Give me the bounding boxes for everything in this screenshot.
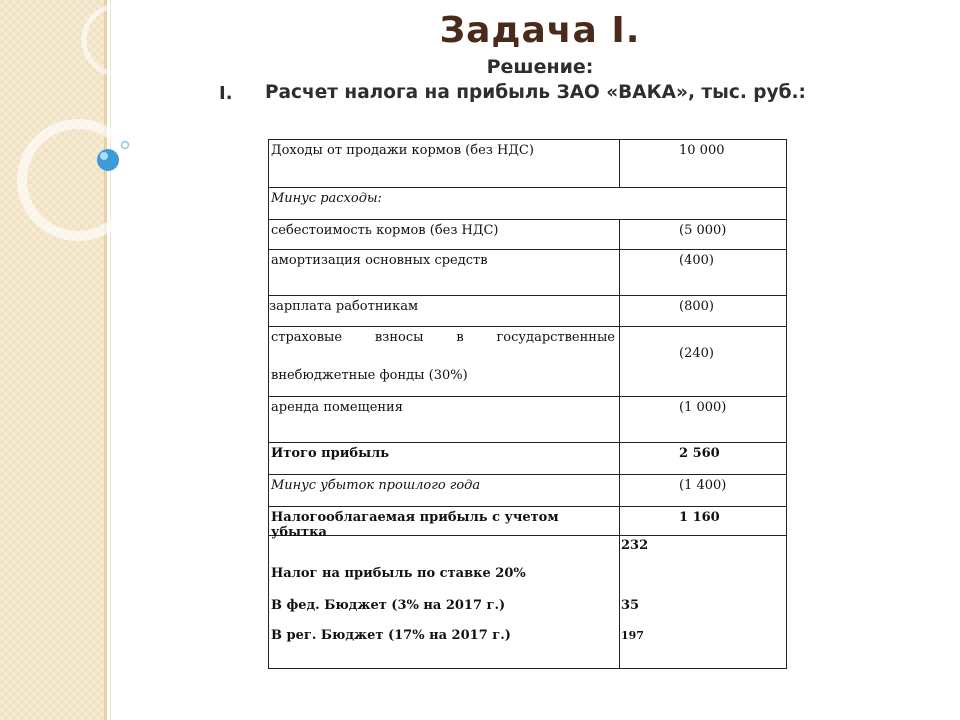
table-row (269, 397, 786, 443)
row-label: зарплата работникам (269, 299, 419, 314)
table-row (269, 296, 786, 327)
taxable-profit-value: 1 160 (679, 510, 720, 525)
row-value: (1 400) (679, 478, 727, 493)
blue-bubble-icon (97, 149, 119, 171)
row-value: (400) (679, 253, 714, 268)
regional-budget-value: 197 (621, 629, 644, 642)
column-divider (619, 475, 620, 506)
table-row (269, 140, 786, 188)
large-ring-decoration (22, 124, 134, 236)
table-row (269, 507, 786, 540)
table-row (269, 443, 786, 475)
decorative-circles (0, 0, 200, 300)
column-divider (619, 140, 620, 187)
section-heading: Расчет налога на прибыль ЗАО «ВАКА», тыс. руб.: (265, 82, 806, 103)
tax-calculation-table (268, 139, 787, 669)
slide-title: Задача I. (439, 10, 641, 51)
federal-budget-value: 35 (621, 598, 640, 613)
row-label: амортизация основных средств (271, 253, 488, 268)
column-divider (619, 296, 620, 326)
total-profit-value: 2 560 (679, 446, 720, 461)
table-row (269, 220, 786, 250)
slide-subtitle: Решение: (486, 56, 594, 78)
taxable-profit-label: Налогооблагаемая прибыль с учетом убытка (271, 510, 559, 540)
row-value: (800) (679, 299, 714, 314)
heading-number: I. (219, 83, 233, 104)
tax-value: 232 (621, 538, 649, 553)
tax-label: Налог на прибыль по ставке 20% (271, 566, 526, 581)
table-row (269, 475, 786, 507)
table-row (269, 536, 786, 668)
row-value: (5 000) (679, 223, 727, 238)
row-value: (240) (679, 346, 714, 361)
row-label: Доходы от продажи кормов (без НДС) (271, 143, 534, 158)
column-divider (619, 536, 620, 668)
table-row (269, 250, 786, 296)
row-label-line1: страховые взносы в государственные (271, 330, 615, 345)
table-row (269, 188, 786, 220)
row-label: аренда помещения (271, 400, 403, 415)
column-divider (619, 327, 620, 396)
section-label-expenses: Минус расходы: (271, 191, 382, 206)
federal-budget-label: В фед. Бюджет (3% на 2017 г.) (271, 598, 506, 613)
small-ring-decoration (84, 6, 152, 74)
row-value: 10 000 (679, 143, 725, 158)
column-divider (619, 507, 620, 535)
table-row (269, 327, 786, 397)
row-label: Минус убыток прошлого года (271, 478, 481, 493)
bubble-highlight (100, 152, 108, 160)
row-label-line2: внебюджетные фонды (30%) (271, 368, 468, 383)
row-value: (1 000) (679, 400, 727, 415)
regional-budget-label: В рег. Бюджет (17% на 2017 г.) (271, 628, 511, 643)
row-label: себестоимость кормов (без НДС) (271, 223, 499, 238)
column-divider (619, 220, 620, 249)
total-profit-label: Итого прибыль (271, 446, 390, 461)
column-divider (619, 250, 620, 295)
column-divider (619, 397, 620, 442)
column-divider (619, 443, 620, 474)
